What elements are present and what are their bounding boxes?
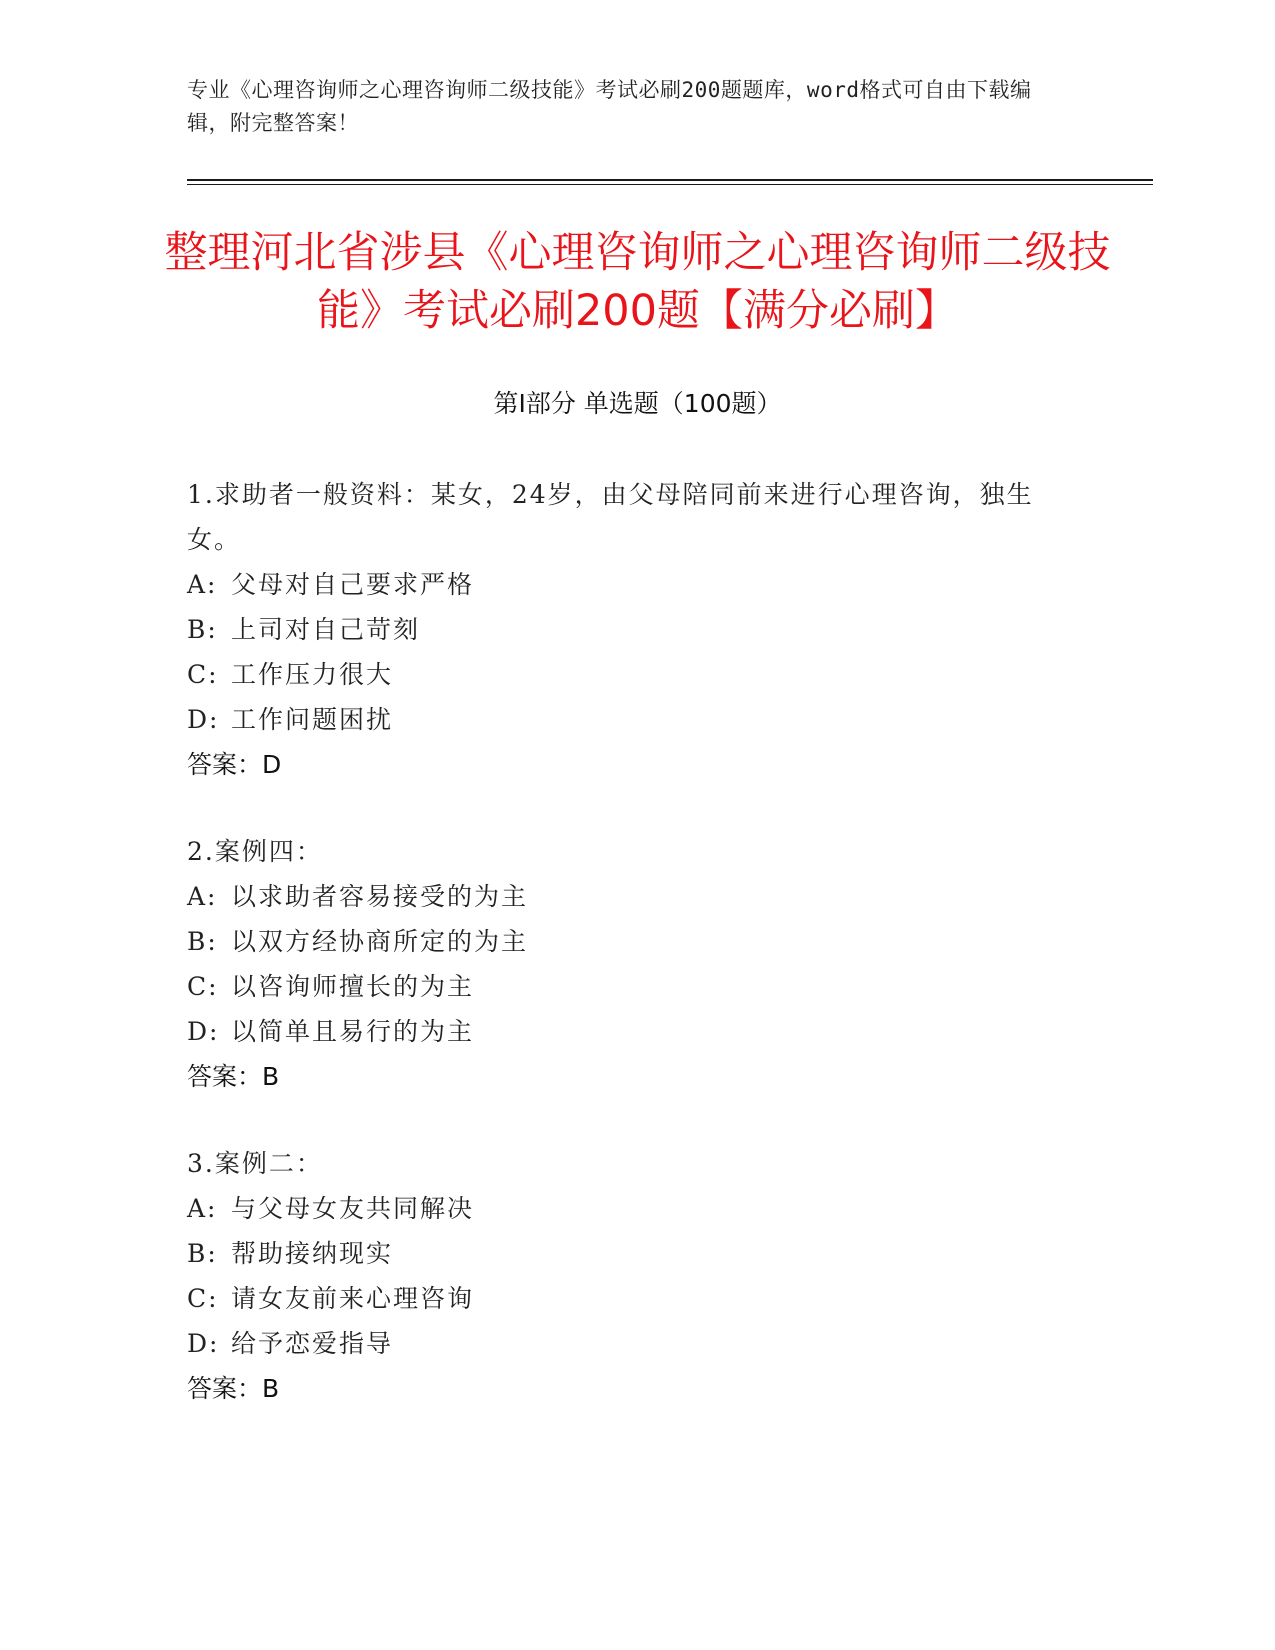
option-text: 上司对自己苛刻	[231, 615, 421, 644]
answer-line: 答案：B	[187, 1062, 280, 1091]
header-note: 专业《心理咨询师之心理咨询师二级技能》考试必刷200题题库，word格式可自由下载编辑，附完整答案！	[187, 78, 1032, 135]
question-stem: 3.案例二：	[187, 1149, 323, 1178]
option-key: C:	[187, 1284, 219, 1313]
option-b	[187, 919, 1087, 964]
option-d	[187, 1321, 1087, 1366]
option-key: B:	[187, 1239, 218, 1268]
option-c	[187, 964, 1087, 1009]
question-list	[187, 472, 1087, 1453]
option-d	[187, 697, 1087, 742]
option-text: 以简单且易行的为主	[231, 1017, 475, 1046]
option-key: C:	[187, 660, 219, 689]
option-key: D:	[187, 1017, 220, 1046]
section-title: 第Ⅰ部分 单选题（100题）	[493, 389, 782, 418]
option-text: 以求助者容易接受的为主	[231, 882, 529, 911]
option-text: 以咨询师擅长的为主	[231, 972, 475, 1001]
question-2	[187, 829, 1087, 1099]
option-text: 以双方经协商所定的为主	[231, 927, 529, 956]
option-key: B:	[187, 615, 218, 644]
option-text: 父母对自己要求严格	[231, 570, 475, 599]
option-text: 工作压力很大	[231, 660, 394, 689]
question-stem: 2.案例四：	[187, 837, 323, 866]
option-key: A:	[187, 1194, 218, 1223]
option-text: 工作问题困扰	[231, 705, 394, 734]
option-text: 与父母女友共同解决	[231, 1194, 475, 1223]
option-c	[187, 1276, 1087, 1321]
option-key: C:	[187, 972, 219, 1001]
answer-line: 答案：D	[187, 750, 282, 779]
document-title: 整理河北省涉县《心理咨询师之心理咨询师二级技能》考试必刷200题【满分必刷】	[164, 228, 1111, 336]
option-b	[187, 1231, 1087, 1276]
question-1	[187, 472, 1087, 787]
option-key: A:	[187, 882, 218, 911]
option-b	[187, 607, 1087, 652]
option-c	[187, 652, 1087, 697]
question-3	[187, 1141, 1087, 1411]
option-key: D:	[187, 705, 220, 734]
option-text: 帮助接纳现实	[231, 1239, 394, 1268]
option-a	[187, 1186, 1087, 1231]
answer-line: 答案：B	[187, 1374, 280, 1403]
header-divider-thick	[187, 179, 1153, 181]
option-key: B:	[187, 927, 218, 956]
header-divider-thin	[187, 184, 1153, 185]
option-key: A:	[187, 570, 218, 599]
option-key: D:	[187, 1329, 220, 1358]
option-text: 请女友前来心理咨询	[231, 1284, 475, 1313]
option-a	[187, 874, 1087, 919]
option-d	[187, 1009, 1087, 1054]
option-text: 给予恋爱指导	[231, 1329, 394, 1358]
option-a	[187, 562, 1087, 607]
question-stem: 1.求助者一般资料：某女，24岁，由父母陪同前来进行心理咨询，独生女。	[187, 480, 1034, 554]
